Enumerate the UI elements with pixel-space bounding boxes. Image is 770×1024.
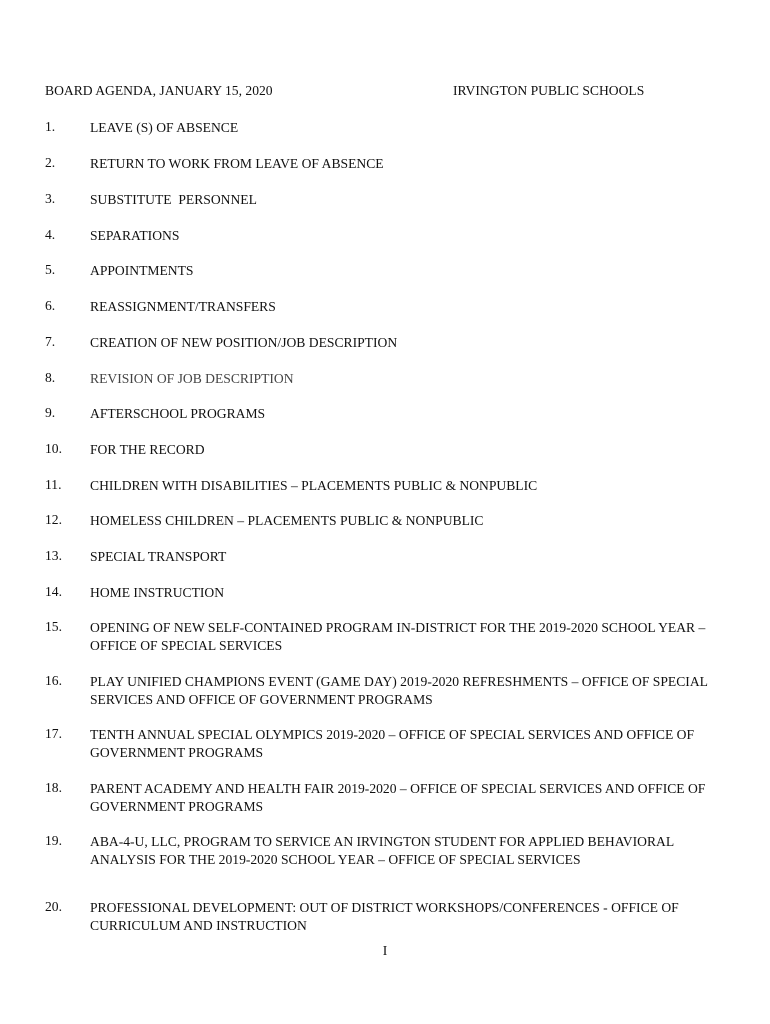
item-number: 11. [45, 477, 62, 492]
item-text: SEPARATIONS [90, 228, 180, 243]
item-number: 2. [45, 155, 56, 170]
item-text: OPENING OF NEW SELF-CONTAINED PROGRAM IN-DISTRICT FOR THE 2019-2020 SCHOOL YEAR – OFFICE OF SPECIAL SERVICES [90, 620, 706, 653]
item-number: 9. [45, 405, 56, 420]
item-number: 1. [45, 119, 56, 134]
item-number: 3. [45, 191, 56, 206]
item-text: TENTH ANNUAL SPECIAL OLYMPICS 2019-2020 – OFFICE OF SPECIAL SERVICES AND OFFICE OF GOVERNMENT PROGRAMS [90, 727, 695, 760]
item-number: 18. [45, 780, 62, 795]
district-name-heading: IRVINGTON PUBLIC SCHOOLS [453, 83, 645, 98]
item-text: REASSIGNMENT/TRANSFERS [90, 299, 276, 314]
item-number: 16. [45, 673, 62, 688]
item-text: REVISION OF JOB DESCRIPTION [90, 371, 294, 386]
item-text: PLAY UNIFIED CHAMPIONS EVENT (GAME DAY) 2019-2020 REFRESHMENTS – OFFICE OF SPECIAL SERVICES AND OFFICE OF GOVERNMENT PROGRAMS [90, 674, 708, 707]
item-number: 15. [45, 619, 62, 634]
item-number: 14. [45, 584, 62, 599]
item-number: 19. [45, 833, 62, 848]
item-text: APPOINTMENTS [90, 263, 194, 278]
item-text: LEAVE (S) OF ABSENCE [90, 120, 239, 135]
item-text: CREATION OF NEW POSITION/JOB DESCRIPTION [90, 335, 398, 350]
item-number: 7. [45, 334, 56, 349]
page-number: I [382, 943, 388, 958]
agenda-date-heading: BOARD AGENDA, JANUARY 15, 2020 [45, 83, 273, 98]
item-text: HOMELESS CHILDREN – PLACEMENTS PUBLIC & NONPUBLIC [90, 513, 484, 528]
item-text: PROFESSIONAL DEVELOPMENT: OUT OF DISTRICT WORKSHOPS/CONFERENCES - OFFICE OF CURRICULUM AND INSTRUCTION [90, 900, 679, 933]
item-number: 10. [45, 441, 62, 456]
item-number: 12. [45, 512, 62, 527]
item-text: FOR THE RECORD [90, 442, 205, 457]
item-text: SUBSTITUTE PERSONNEL [90, 192, 257, 207]
item-number: 17. [45, 726, 62, 741]
item-number: 20. [45, 899, 62, 914]
item-text: AFTERSCHOOL PROGRAMS [90, 406, 266, 421]
item-text: ABA-4-U, LLC, PROGRAM TO SERVICE AN IRVINGTON STUDENT FOR APPLIED BEHAVIORAL ANALYSIS FOR THE 2019-2020 SCHOOL YEAR – OFFICE OF SPECIAL SERVICES [90, 834, 674, 867]
item-text: SPECIAL TRANSPORT [90, 549, 227, 564]
item-number: 6. [45, 298, 56, 313]
document-header [45, 83, 725, 101]
item-number: 5. [45, 262, 56, 277]
item-number: 8. [45, 370, 56, 385]
item-text: RETURN TO WORK FROM LEAVE OF ABSENCE [90, 156, 384, 171]
item-text: PARENT ACADEMY AND HEALTH FAIR 2019-2020 – OFFICE OF SPECIAL SERVICES AND OFFICE OF GOVERNMENT PROGRAMS [90, 781, 706, 814]
item-number: 13. [45, 548, 62, 563]
item-text: HOME INSTRUCTION [90, 585, 225, 600]
item-text: CHILDREN WITH DISABILITIES – PLACEMENTS PUBLIC & NONPUBLIC [90, 478, 538, 493]
item-number: 4. [45, 227, 56, 242]
